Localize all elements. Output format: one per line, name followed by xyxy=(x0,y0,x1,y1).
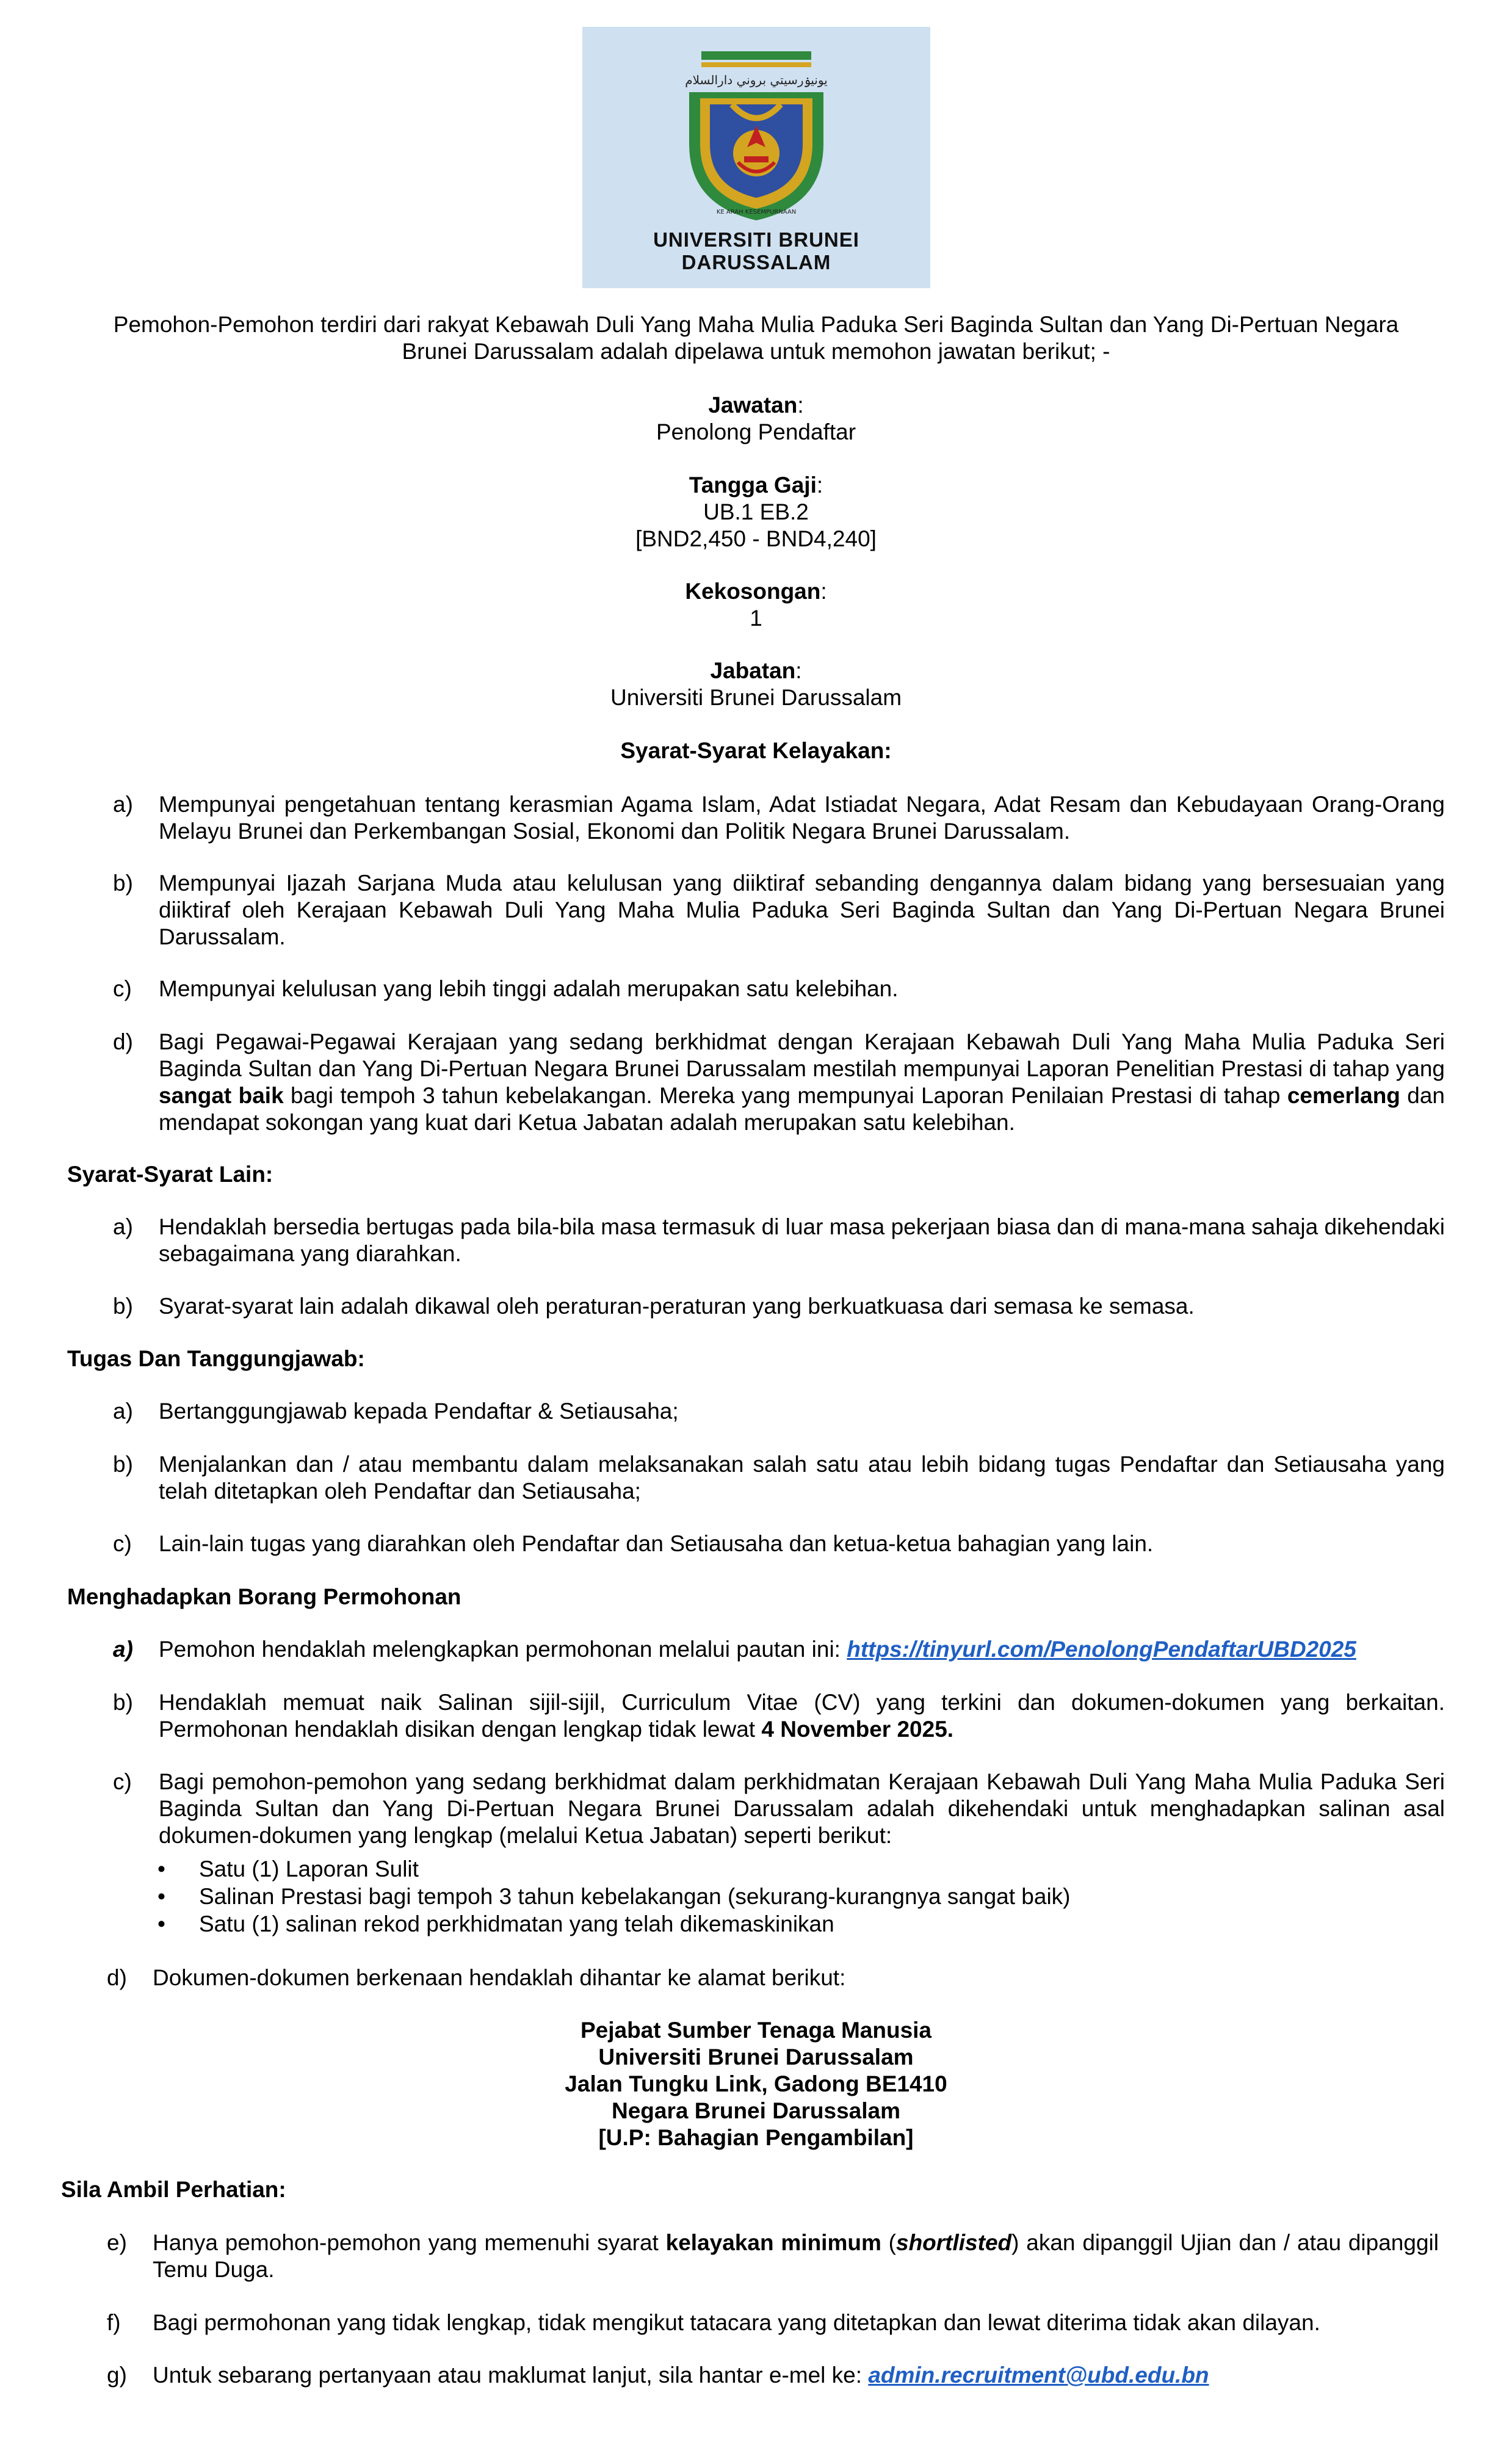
item-text: Untuk sebarang pertanyaan atau maklumat lanjut, sila hantar e-mel ke: admin.recruitment@ubd.edu.bn xyxy=(153,2363,1209,2388)
item-text: Menjalankan dan / atau membantu dalam melaksanakan salah satu atau lebih bidang tugas Pendaftar dan Setiausaha yang telah ditetapkan oleh Pendaftar dan Setiausaha; xyxy=(159,1452,1445,1504)
item-text: Syarat-syarat lain adalah dikawal oleh peraturan-peraturan yang berkuatkuasa dari semasa ke semasa. xyxy=(159,1294,1195,1319)
intro-paragraph xyxy=(67,311,1445,365)
item-label: b) xyxy=(113,1452,133,1477)
kelayakan-heading: Syarat-Syarat Kelayakan: xyxy=(620,738,892,763)
address-block xyxy=(67,2017,1445,2151)
borang-item-c xyxy=(113,1769,1445,1849)
kekosongan-block: Kekosongan: 1 xyxy=(67,578,1445,632)
bullet-icon: • xyxy=(157,1884,165,1909)
jawatan-label: Jawatan xyxy=(708,393,798,418)
item-text: Bagi Pegawai-Pegawai Kerajaan yang sedang berkhidmat dengan Kerajaan Kebawah Duli Yang Maha Mulia Paduka Seri Baginda Sultan dan Yang Di-Pertuan Negara Brunei Darussalam mestilah mempunyai Laporan Penelitian Prestasi di tahap yang sangat baik bagi tempoh 3 tahun kebelakangan. Mereka yang mempunyai Laporan Penilaian Prestasi di tahap cemerlang dan mendapat sokongan yang kuat dari Ketua Jabatan adalah merupakan satu kelebihan. xyxy=(159,1029,1445,1135)
bullet-icon: • xyxy=(157,1911,165,1936)
intro-line2: Brunei Darussalam adalah dipelawa untuk memohon jawatan berikut; - xyxy=(402,339,1110,364)
lain-heading: Syarat-Syarat Lain: xyxy=(67,1162,273,1187)
tugas-heading: Tugas Dan Tanggungjawab: xyxy=(67,1346,365,1371)
item-label: c) xyxy=(113,1531,132,1556)
jabatan-block: Jabatan: Universiti Brunei Darussalam xyxy=(67,657,1445,711)
lain-item-a xyxy=(113,1214,1445,1267)
kekosongan-label: Kekosongan xyxy=(685,579,821,604)
kelayakan-item-b xyxy=(113,870,1445,951)
item-text: Mempunyai Ijazah Sarjana Muda atau kelulusan yang diiktiraf sebanding dengannya dalam bidang yang bersesuaian yang diiktiraf oleh Kerajaan Kebawah Duli Yang Maha Mulia Paduka Seri Baginda Sultan dan Yang Di-Pertuan Negara Brunei Darussalam. xyxy=(159,871,1445,949)
bullet-item: • Salinan Prestasi bagi tempoh 3 tahun kebelakangan (sekurang-kurangnya sangat baik) xyxy=(157,1884,1071,1909)
item-label: a) xyxy=(113,1637,133,1662)
recruitment-email-link[interactable]: admin.recruitment@ubd.edu.bn xyxy=(868,2363,1209,2388)
ubd-logo xyxy=(582,27,930,288)
item-text: Hendaklah memuat naik Salinan sijil-sijil, Curriculum Vitae (CV) yang terkini dan dokumen-dokumen yang berkaitan. Permohonan hendaklah disikan dengan lengkap tidak lewat 4 November 2025. xyxy=(159,1690,1445,1742)
gaji-label: Tangga Gaji xyxy=(689,473,817,498)
perhatian-item-f xyxy=(107,2309,1439,2336)
item-label: d) xyxy=(107,1965,127,1990)
item-label: a) xyxy=(113,1399,133,1424)
kelayakan-item-a xyxy=(113,791,1445,845)
jabatan-value: Universiti Brunei Darussalam xyxy=(610,685,902,710)
perhatian-heading: Sila Ambil Perhatian: xyxy=(61,2177,286,2202)
item-label: b) xyxy=(113,1294,133,1319)
item-text: Lain-lain tugas yang diarahkan oleh Pendaftar dan Setiausaha dan ketua-ketua bahagian yang lain. xyxy=(159,1531,1154,1556)
logo-name-line2: DARUSSALAM xyxy=(681,251,831,273)
jabatan-label: Jabatan xyxy=(710,658,796,683)
tugas-item-c xyxy=(113,1530,1445,1557)
deadline-date: 4 November 2025. xyxy=(761,1717,954,1742)
address-line2: Universiti Brunei Darussalam xyxy=(598,2044,914,2070)
item-text: Bagi permohonan yang tidak lengkap, tidak mengikut tatacara yang ditetapkan dan lewat diterima tidak akan dilayan. xyxy=(153,2310,1320,2335)
address-line3: Jalan Tungku Link, Gadong BE1410 xyxy=(565,2071,947,2096)
bullet-icon: • xyxy=(157,1856,165,1881)
item-label: c) xyxy=(113,1769,132,1794)
kekosongan-value: 1 xyxy=(750,606,762,631)
bullet-item: • Satu (1) salinan rekod perkhidmatan yang telah dikemaskinikan xyxy=(157,1911,834,1936)
item-text: Hendaklah bersedia bertugas pada bila-bila masa termasuk di luar masa pekerjaan biasa dan di mana-mana sahaja dikehendaki sebagaimana yang diarahkan. xyxy=(159,1214,1445,1266)
address-line4: Negara Brunei Darussalam xyxy=(612,2098,900,2123)
kelayakan-item-c xyxy=(113,976,1445,1002)
logo-ring-text: KE ARAH KESEMPURNAAN xyxy=(716,209,797,215)
bullet-item: • Satu (1) Laporan Sulit xyxy=(157,1856,419,1881)
lain-item-b xyxy=(113,1293,1445,1320)
item-text: Dokumen-dokumen berkenaan hendaklah dihantar ke alamat berikut: xyxy=(153,1965,846,1990)
item-label: d) xyxy=(113,1029,133,1054)
item-label: b) xyxy=(113,871,133,896)
item-label: f) xyxy=(107,2310,121,2335)
item-text: Bagi pemohon-pemohon yang sedang berkhidmat dalam perkhidmatan Kerajaan Kebawah Duli Yang Maha Mulia Paduka Seri Baginda Sultan dan Yang Di-Pertuan Negara Brunei Darussalam adalah dikehendaki untuk menghadapkan salinan asal dokumen-dokumen yang lengkap (melalui Ketua Jabatan) seperti berikut: xyxy=(159,1769,1445,1848)
address-line1: Pejabat Sumber Tenaga Manusia xyxy=(580,2018,932,2043)
item-text: Hanya pemohon-pemohon yang memenuhi syarat kelayakan minimum (shortlisted) akan dipanggil Ujian dan / atau dipanggil Temu Duga. xyxy=(153,2230,1439,2282)
intro-line1: Pemohon-Pemohon terdiri dari rakyat Kebawah Duli Yang Maha Mulia Paduka Seri Baginda Sultan dan Yang Di-Pertuan Negara xyxy=(113,312,1399,337)
logo-name xyxy=(653,228,859,273)
logo-arabic-text: يونيۏرسيتي بروني دارالسلام xyxy=(685,73,828,87)
jawatan-block: Jawatan: Penolong Pendaftar xyxy=(67,392,1445,446)
jawatan-value: Penolong Pendaftar xyxy=(656,419,856,444)
item-text: Bertanggungjawab kepada Pendaftar & Setiausaha; xyxy=(159,1399,679,1424)
gaji-grade: UB.1 EB.2 xyxy=(703,499,809,524)
perhatian-item-e xyxy=(107,2229,1439,2283)
item-label: g) xyxy=(107,2363,127,2388)
borang-item-b xyxy=(113,1689,1445,1743)
tugas-item-b xyxy=(113,1451,1445,1505)
application-link[interactable]: https://tinyurl.com/PenolongPendaftarUBD2025 xyxy=(847,1637,1356,1662)
item-text: Mempunyai pengetahuan tentang kerasmian Agama Islam, Adat Istiadat Negara, Adat Resam dan Kebudayaan Orang-Orang Melayu Brunei dan Perkembangan Sosial, Ekonomi dan Politik Negara Brunei Darussalam. xyxy=(159,792,1445,844)
item-label: e) xyxy=(107,2230,127,2255)
borang-item-a xyxy=(113,1636,1445,1663)
item-label: a) xyxy=(113,1214,133,1239)
item-text: Pemohon hendaklah melengkapkan permohonan melalui pautan ini: https://tinyurl.com/PenolongPendaftarUBD2025 xyxy=(159,1637,1356,1662)
ubd-crest-icon xyxy=(665,40,848,223)
perhatian-item-g xyxy=(107,2362,1439,2389)
borang-item-d xyxy=(107,1965,1439,1991)
tugas-item-a xyxy=(113,1398,1445,1425)
gaji-block: Tangga Gaji: UB.1 EB.2 [BND2,450 - BND4,240] xyxy=(67,472,1445,552)
item-text: Mempunyai kelulusan yang lebih tinggi adalah merupakan satu kelebihan. xyxy=(159,976,899,1001)
kelayakan-item-d xyxy=(113,1029,1445,1136)
item-label: c) xyxy=(113,976,132,1001)
logo-name-line1: UNIVERSITI BRUNEI xyxy=(653,228,859,251)
gaji-range: [BND2,450 - BND4,240] xyxy=(635,526,877,551)
borang-heading: Menghadapkan Borang Permohonan xyxy=(67,1584,461,1609)
address-line5: [U.P: Bahagian Pengambilan] xyxy=(598,2125,914,2150)
item-label: a) xyxy=(113,792,133,817)
item-label: b) xyxy=(113,1690,133,1715)
